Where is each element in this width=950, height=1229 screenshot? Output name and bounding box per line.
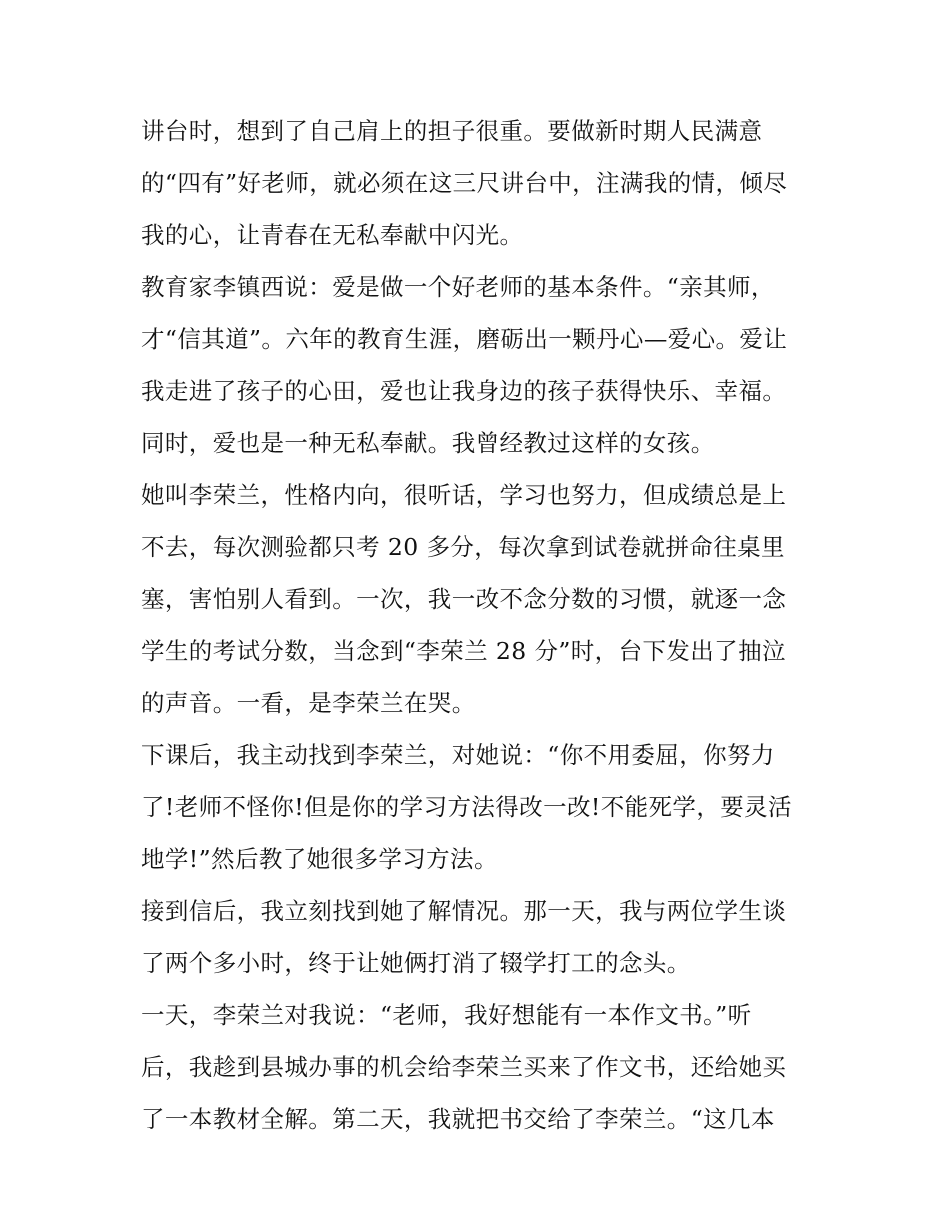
text-line-20: 了一本教材全解。第二天，我就把书交给了李荣兰。“这几本 [141,1105,775,1133]
text-line-14: 了!老师不怪你!但是你的学习方法得改一改!不能死学，要灵活 [141,793,792,821]
text-line-9: 不去，每次测验都只考 20 多分，每次拿到试卷就拼命往桌里 [141,533,785,561]
text-line-6: 我走进了孩子的心田，爱也让我身边的孩子获得快乐、幸福。 [141,377,787,405]
text-line-17: 了两个多小时，终于让她俩打消了辍学打工的念头。 [141,949,691,977]
text-line-1: 讲台时，想到了自己肩上的担子很重。要做新时期人民满意 [141,117,763,145]
text-line-7: 同时，爱也是一种无私奉献。我曾经教过这样的女孩。 [141,429,715,457]
text-line-8: 她叫李荣兰，性格内向，很听话，学习也努力，但成绩总是上 [141,481,787,509]
document-body [141,105,821,1145]
text-line-10: 塞，害怕别人看到。一次，我一改不念分数的习惯，就逐一念 [141,585,787,613]
text-line-12: 的声音。一看，是李荣兰在哭。 [141,689,476,717]
text-line-15: 地学!”然后教了她很多学习方法。 [141,845,498,873]
text-line-3: 我的心，让青春在无私奉献中闪光。 [141,221,524,249]
text-line-19: 后，我趁到县城办事的机会给李荣兰买来了作文书，还给她买 [141,1053,787,1081]
text-line-13: 下课后，我主动找到李荣兰，对她说：“你不用委屈，你努力 [141,741,775,769]
text-line-5: 才“信其道”。六年的教育生涯，磨砺出一颗丹心—爱心。爱让 [141,325,788,353]
text-line-16: 接到信后，我立刻找到她了解情况。那一天，我与两位学生谈 [141,897,787,925]
text-line-11: 学生的考试分数，当念到“李荣兰 28 分”时，台下发出了抽泣 [141,637,786,665]
text-line-4: 教育家李镇西说：爱是做一个好老师的基本条件。“亲其师， [141,273,775,301]
text-line-18: 一天，李荣兰对我说：“老师，我好想能有一本作文书。”听 [141,1001,752,1029]
text-line-2: 的“四有”好老师，就必须在这三尺讲台中，注满我的情，倾尽 [141,169,788,197]
